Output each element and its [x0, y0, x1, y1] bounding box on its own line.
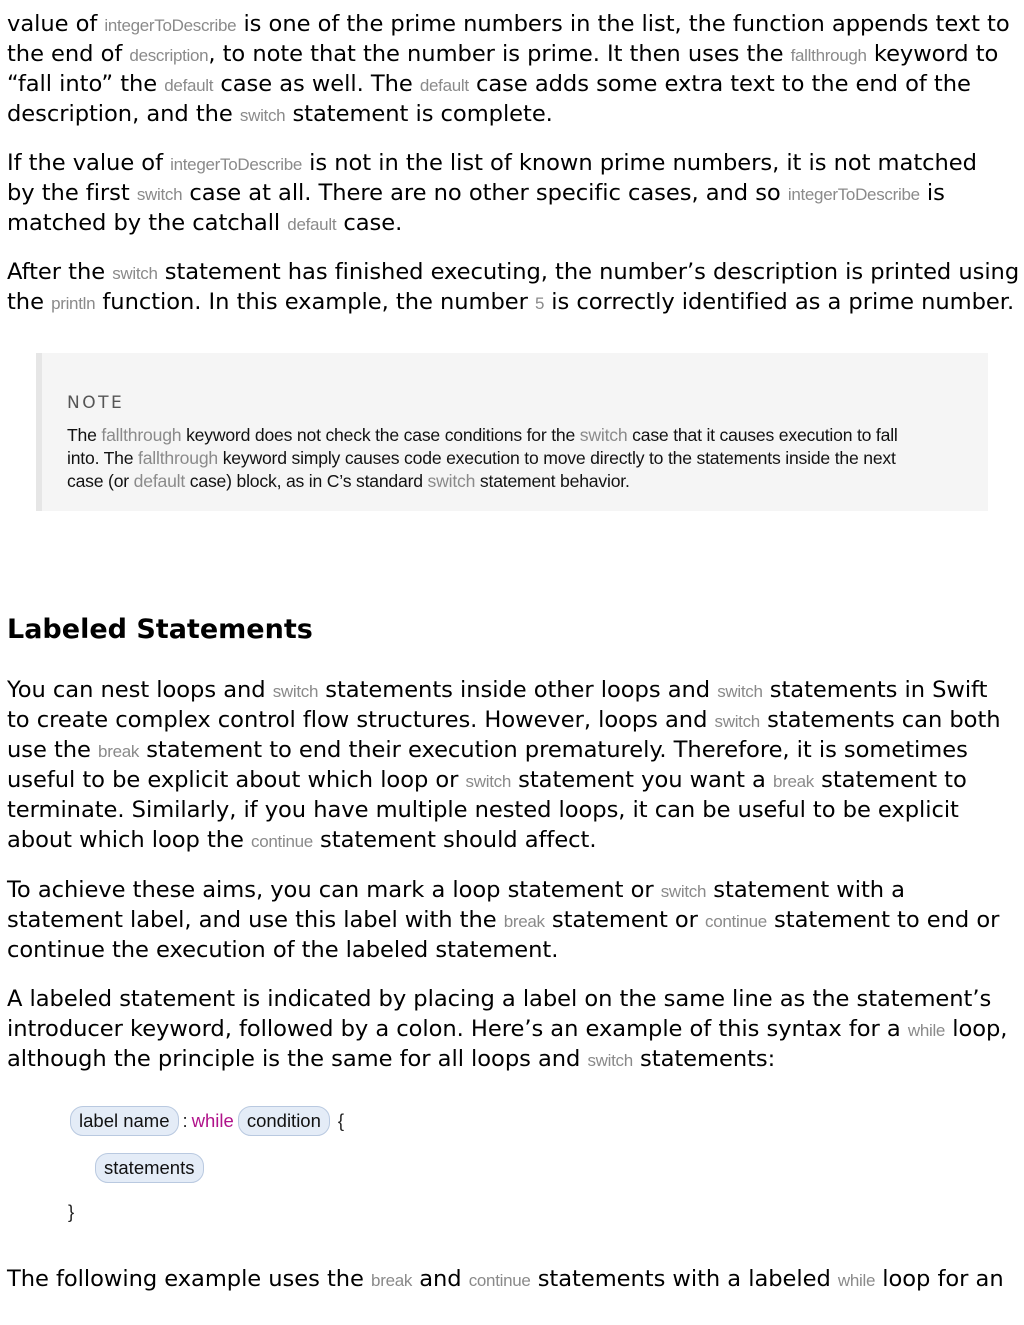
grammar-keyword-while: while — [191, 1110, 234, 1131]
text-run: continue the execution of the labeled statement. — [7, 937, 559, 963]
paragraph-default-match — [7, 148, 1019, 238]
inline-code: break — [503, 912, 545, 931]
text-run: case that it causes execution to fall — [627, 425, 898, 445]
text-line — [7, 1044, 1019, 1074]
inline-code: continue — [468, 1271, 531, 1290]
text-run: about which loop the — [7, 827, 252, 853]
text-line — [7, 935, 1019, 965]
text-line — [7, 705, 1019, 735]
section-heading: Labeled Statements — [7, 614, 313, 645]
text-run: terminate. Similarly, if you have multiple nested loops, it can be useful to be explicit — [7, 797, 959, 823]
inline-code: switch — [587, 1051, 633, 1070]
paragraph-println-result — [7, 257, 1019, 317]
paragraph-example-intro — [7, 1264, 1019, 1294]
text-run: statements can both — [759, 707, 1001, 733]
text-line — [7, 735, 1019, 765]
text-run: function. In this example, the number — [95, 289, 535, 315]
grammar-placeholder-condition: condition — [238, 1106, 330, 1136]
text-run: statement to end their execution prematurely. Therefore, it is sometimes — [139, 737, 968, 763]
inline-code: switch — [660, 882, 707, 901]
text-run: the — [7, 289, 52, 315]
text-run: keyword simply causes code execution to move directly to the statements inside the next — [218, 448, 896, 468]
text-line — [7, 795, 1019, 825]
text-run: statements with a labeled — [530, 1266, 838, 1292]
text-run: statements in Swift — [762, 677, 988, 703]
note-body — [67, 424, 982, 493]
inline-code: integerToDescribe — [787, 185, 920, 204]
text-run: statements: — [632, 1046, 776, 1072]
paragraph-fallthrough-explanation — [7, 9, 1019, 129]
text-run: “fall into” the — [7, 71, 165, 97]
inline-code: fallthrough — [101, 425, 182, 445]
text-line — [7, 69, 1019, 99]
text-line — [7, 257, 1019, 287]
inline-code: 5 — [534, 294, 545, 313]
inline-code: switch — [579, 425, 628, 445]
text-run: statement should affect. — [312, 827, 597, 853]
text-run: statement to — [814, 767, 967, 793]
text-run: by the first — [7, 180, 137, 206]
text-run: statement to end or — [766, 907, 1000, 933]
inline-code: break — [371, 1271, 413, 1290]
paragraph-syntax-intro — [7, 984, 1019, 1074]
text-run: statement label, and use this label with the — [7, 907, 504, 933]
inline-code: switch — [465, 772, 511, 791]
text-run: To achieve these aims, you can mark a loop statement or — [7, 877, 661, 903]
grammar-line-close — [68, 1201, 74, 1223]
text-line — [7, 765, 1019, 795]
text-run: statement with a — [706, 877, 905, 903]
text-run: You can nest loops and — [7, 677, 273, 703]
grammar-placeholder-label-name: label name — [70, 1106, 179, 1136]
inline-code: switch — [714, 712, 760, 731]
grammar-line-statements — [95, 1153, 204, 1183]
text-run: statement you want a — [510, 767, 773, 793]
text-line — [7, 825, 1019, 855]
inline-code: switch — [239, 106, 286, 125]
text-run: statement is complete. — [285, 101, 553, 127]
inline-code: integerToDescribe — [104, 16, 237, 35]
note-title: NOTE — [67, 393, 125, 413]
inline-code: fallthrough — [790, 46, 867, 65]
text-run: , to note that the number is prime. It then uses the — [208, 41, 791, 67]
text-line — [7, 39, 1019, 69]
text-run: statement or — [544, 907, 706, 933]
inline-code: switch — [272, 682, 319, 701]
text-run: although the principle is the same for all loops and — [7, 1046, 588, 1072]
inline-code: switch — [136, 185, 183, 204]
text-run: loop, — [945, 1016, 1008, 1042]
text-run: is not in the list of known prime numbers, it is not matched — [302, 150, 977, 176]
text-line — [67, 470, 982, 493]
text-run: loop for an — [875, 1266, 1004, 1292]
note-box — [36, 353, 988, 511]
text-line — [67, 447, 982, 470]
inline-code: description — [129, 46, 209, 65]
inline-code: while — [837, 1271, 876, 1290]
text-run: statement has finished executing, the number’s description is printed using — [157, 259, 1020, 285]
text-run: the end of — [7, 41, 130, 67]
inline-code: switch — [112, 264, 158, 283]
text-run: The — [67, 425, 102, 445]
inline-code: fallthrough — [138, 448, 218, 468]
inline-code: break — [772, 772, 815, 791]
grammar-open-brace: { — [337, 1110, 345, 1131]
text-run: is one of the prime numbers in the list, the function appends text to — [236, 11, 1010, 37]
inline-code: switch — [427, 471, 476, 491]
grammar-placeholder-statements: statements — [95, 1153, 204, 1183]
grammar-line-while — [70, 1106, 348, 1136]
text-run: matched by the catchall — [7, 210, 288, 236]
text-line — [7, 99, 1019, 129]
text-line — [7, 984, 1019, 1014]
text-line — [7, 287, 1019, 317]
inline-code: default — [133, 471, 186, 491]
text-run: keyword does not check the case conditions for the — [181, 425, 580, 445]
text-run: A labeled statement is indicated by placing a label on the same line as the statement’s — [7, 986, 992, 1012]
inline-code: integerToDescribe — [170, 155, 303, 174]
text-run: value of — [7, 11, 105, 37]
text-run: description, and the — [7, 101, 240, 127]
text-line — [7, 675, 1019, 705]
inline-code: while — [907, 1021, 946, 1040]
inline-code: default — [419, 76, 469, 95]
text-run: case. — [336, 210, 403, 236]
text-run: keyword to — [866, 41, 999, 67]
inline-code: switch — [717, 682, 763, 701]
text-run: statement behavior. — [475, 471, 630, 491]
text-run: and — [412, 1266, 469, 1292]
inline-code: continue — [251, 832, 313, 851]
text-run: case at all. There are no other specific cases, and so — [182, 180, 788, 206]
text-run: useful to be explicit about which loop or — [7, 767, 466, 793]
text-run: case (or — [67, 471, 134, 491]
text-run: to create complex control flow structures. However, loops and — [7, 707, 715, 733]
text-line — [7, 148, 1019, 178]
text-run: case as well. The — [213, 71, 420, 97]
text-run: use the — [7, 737, 99, 763]
grammar-colon: : — [182, 1110, 188, 1131]
text-run: case) block, as in C’s standard — [185, 471, 428, 491]
paragraph-statement-label — [7, 875, 1019, 965]
text-run: is — [919, 180, 945, 206]
paragraph-nested-loops — [7, 675, 1019, 855]
inline-code: println — [51, 294, 96, 313]
inline-code: default — [164, 76, 214, 95]
text-line — [7, 9, 1019, 39]
text-run: statements inside other loops and — [318, 677, 718, 703]
text-run: is correctly identified as a prime number. — [544, 289, 1015, 315]
text-run: into. The — [67, 448, 139, 468]
text-run: If the value of — [7, 150, 171, 176]
text-line — [7, 178, 1019, 208]
text-line — [67, 424, 982, 447]
text-line — [7, 1014, 1019, 1044]
inline-code: continue — [705, 912, 767, 931]
text-line — [7, 1264, 1019, 1294]
inline-code: default — [287, 215, 337, 234]
text-line — [7, 208, 1019, 238]
grammar-close-brace: } — [68, 1201, 75, 1222]
text-run: After the — [7, 259, 113, 285]
text-run: case adds some extra text to the end of the — [468, 71, 971, 97]
text-line — [7, 905, 1019, 935]
text-run: The following example uses the — [7, 1266, 372, 1292]
inline-code: break — [98, 742, 140, 761]
text-line — [7, 875, 1019, 905]
text-run: introducer keyword, followed by a colon. Here’s an example of this syntax for a — [7, 1016, 908, 1042]
